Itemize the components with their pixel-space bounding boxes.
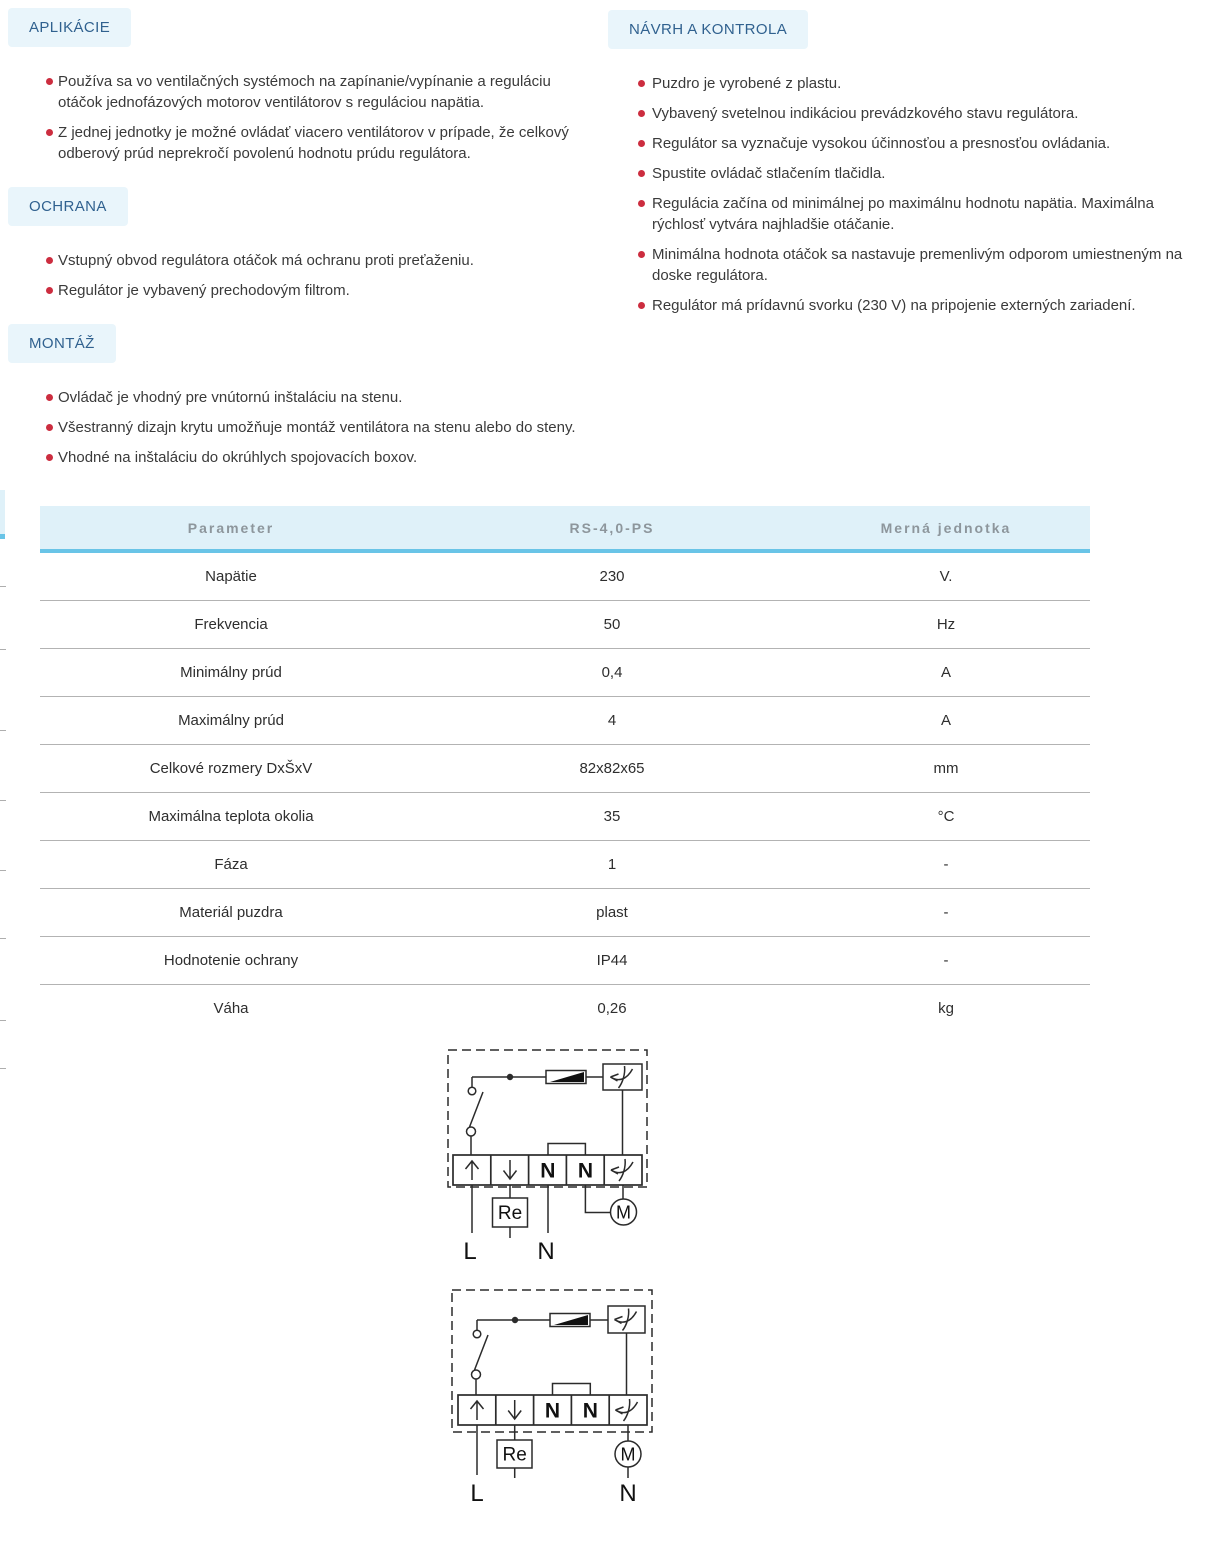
resistor-symbol xyxy=(550,1314,590,1327)
neutral-label: N xyxy=(537,1238,555,1265)
list-item: Regulátor sa vyznačuje vysokou účinnosťou a presnosťou ovládania. xyxy=(608,133,1210,154)
table-row xyxy=(40,601,1090,649)
line-label: L xyxy=(470,1480,484,1507)
value-cell: 50 xyxy=(422,601,802,649)
svg-text:M: M xyxy=(616,1202,631,1223)
unit-cell: °C xyxy=(802,793,1090,841)
column-header-parameter: Parameter xyxy=(40,506,422,551)
unit-cell: - xyxy=(802,937,1090,985)
relay-box xyxy=(493,1198,528,1227)
value-cell: 1 xyxy=(422,841,802,889)
wiring-diagram-2 xyxy=(438,1282,674,1522)
left-column xyxy=(8,8,583,484)
list-item: Používa sa vo ventilačných systémoch na zapínanie/vypínanie a reguláciu otáčok jednofázových motorov ventilátorov s reguláciou napätia. xyxy=(8,71,583,113)
terminal-n-label: N xyxy=(540,1159,556,1183)
table-row xyxy=(40,649,1090,697)
n-bridge xyxy=(553,1384,591,1396)
param-cell: Minimálny prúd xyxy=(40,649,422,697)
wiring-diagram-1 xyxy=(438,1042,674,1272)
neutral-label: N xyxy=(619,1480,637,1507)
table-row xyxy=(40,985,1090,1033)
value-cell: IP44 xyxy=(422,937,802,985)
terminal-strip xyxy=(453,1144,642,1186)
terminal-speed-icon xyxy=(616,1399,638,1421)
list-item: Minimálna hodnota otáčok sa nastavuje premenlivým odporom umiestneným na doske regulátora. xyxy=(608,244,1210,286)
right-column xyxy=(608,10,1210,332)
table-row xyxy=(40,551,1090,601)
table-row xyxy=(40,793,1090,841)
terminal-n-label: N xyxy=(582,1399,598,1423)
terminal-speed-icon xyxy=(611,1159,633,1181)
terminal-arrow-up xyxy=(471,1401,484,1420)
svg-text:M: M xyxy=(620,1444,636,1465)
section-title-applications: APLIKÁCIE xyxy=(8,8,131,47)
unit-cell: kg xyxy=(938,1000,954,1017)
column-header-model: RS-4,0-PS xyxy=(422,506,802,551)
unit-cell: V. xyxy=(802,551,1090,601)
unit-cell: A xyxy=(802,697,1090,745)
list-item: Vstupný obvod regulátora otáčok má ochranu proti preťaženiu. xyxy=(8,250,583,271)
column-header-unit: Merná jednotka xyxy=(802,506,1090,551)
unit-cell: mm xyxy=(802,745,1090,793)
list-item: Regulácia začína od minimálnej po maximálnu hodnotu napätia. Maximálna rýchlosť vytvára najhladšie otáčanie. xyxy=(608,193,1210,235)
relay-box xyxy=(497,1440,532,1468)
junction-dot xyxy=(507,1074,513,1080)
param-cell: Hodnotenie ochrany xyxy=(40,937,422,985)
line-label: L xyxy=(463,1238,477,1265)
list-item: Z jednej jednotky je možné ovládať viacero ventilátorov v prípade, že celkový odberový prúd neprekročí povolenú hodnotu prúdu regulátora. xyxy=(8,122,583,164)
value-cell: 0,4 xyxy=(422,649,802,697)
list-item: Vybavený svetelnou indikáciou prevádzkového stavu regulátora. xyxy=(608,103,1210,124)
param-cell: Materiál puzdra xyxy=(40,889,422,937)
speed-regulator-icon xyxy=(608,1306,645,1333)
param-cell: Váha xyxy=(213,1000,249,1017)
value-cell: plast xyxy=(422,889,802,937)
terminal-arrow-up xyxy=(466,1161,479,1180)
table-header-row xyxy=(40,506,1090,551)
unit-cell: - xyxy=(802,841,1090,889)
table-row xyxy=(40,889,1090,937)
list-item: Vhodné na inštaláciu do okrúhlych spojovacích boxov. xyxy=(8,447,583,468)
unit-cell: A xyxy=(802,649,1090,697)
unit-cell: Hz xyxy=(802,601,1090,649)
value-cell: 230 xyxy=(422,551,802,601)
section-title-mounting: MONTÁŽ xyxy=(8,324,116,363)
motor-symbol xyxy=(615,1441,641,1467)
list-item: Regulátor je vybavený prechodovým filtrom. xyxy=(8,280,583,301)
section-title-protection: OCHRANA xyxy=(8,187,128,226)
list-item: Všestranný dizajn krytu umožňuje montáž ventilátora na stenu alebo do steny. xyxy=(8,417,583,438)
design-control-list xyxy=(608,73,1210,316)
left-edge-table-header xyxy=(0,490,5,539)
motor-symbol xyxy=(611,1199,637,1225)
param-cell: Celkové rozmery DxŠxV xyxy=(40,745,422,793)
value-cell: 82x82x65 xyxy=(422,745,802,793)
param-cell: Fáza xyxy=(40,841,422,889)
param-cell: Maximálna teplota okolia xyxy=(40,793,422,841)
param-cell: Frekvencia xyxy=(40,601,422,649)
svg-text:Re: Re xyxy=(502,1444,527,1466)
list-item: Regulátor má prídavnú svorku (230 V) na pripojenie externých zariadení. xyxy=(608,295,1210,316)
terminal-n-label: N xyxy=(577,1159,593,1183)
switch-symbol xyxy=(472,1320,489,1395)
list-item: Spustite ovládač stlačením tlačidla. xyxy=(608,163,1210,184)
svg-text:Re: Re xyxy=(497,1203,523,1224)
value-cell: 4 xyxy=(422,697,802,745)
resistor-symbol xyxy=(546,1071,586,1084)
table-row xyxy=(40,841,1090,889)
list-item: Ovládač je vhodný pre vnútornú inštaláciu na stenu. xyxy=(8,387,583,408)
protection-list xyxy=(8,250,583,301)
value-cell: 0,26 xyxy=(597,1000,627,1017)
param-cell: Maximálny prúd xyxy=(40,697,422,745)
speed-regulator-icon xyxy=(603,1064,642,1090)
table-row xyxy=(40,697,1090,745)
table-row xyxy=(40,937,1090,985)
param-cell: Napätie xyxy=(40,551,422,601)
unit-cell: - xyxy=(802,889,1090,937)
terminal-arrow-down xyxy=(504,1160,517,1179)
junction-dot xyxy=(512,1317,518,1323)
applications-list xyxy=(8,71,583,164)
section-title-design-control: NÁVRH A KONTROLA xyxy=(608,10,808,49)
switch-symbol xyxy=(467,1077,484,1155)
spec-table xyxy=(40,506,1090,1032)
table-row xyxy=(40,745,1090,793)
terminal-n-label: N xyxy=(544,1399,561,1423)
terminal-arrow-down xyxy=(508,1400,521,1419)
list-item: Puzdro je vyrobené z plastu. xyxy=(608,73,1210,94)
terminal-strip xyxy=(458,1384,647,1426)
n-bridge xyxy=(548,1144,585,1156)
value-cell: 35 xyxy=(422,793,802,841)
mounting-list xyxy=(8,387,583,468)
